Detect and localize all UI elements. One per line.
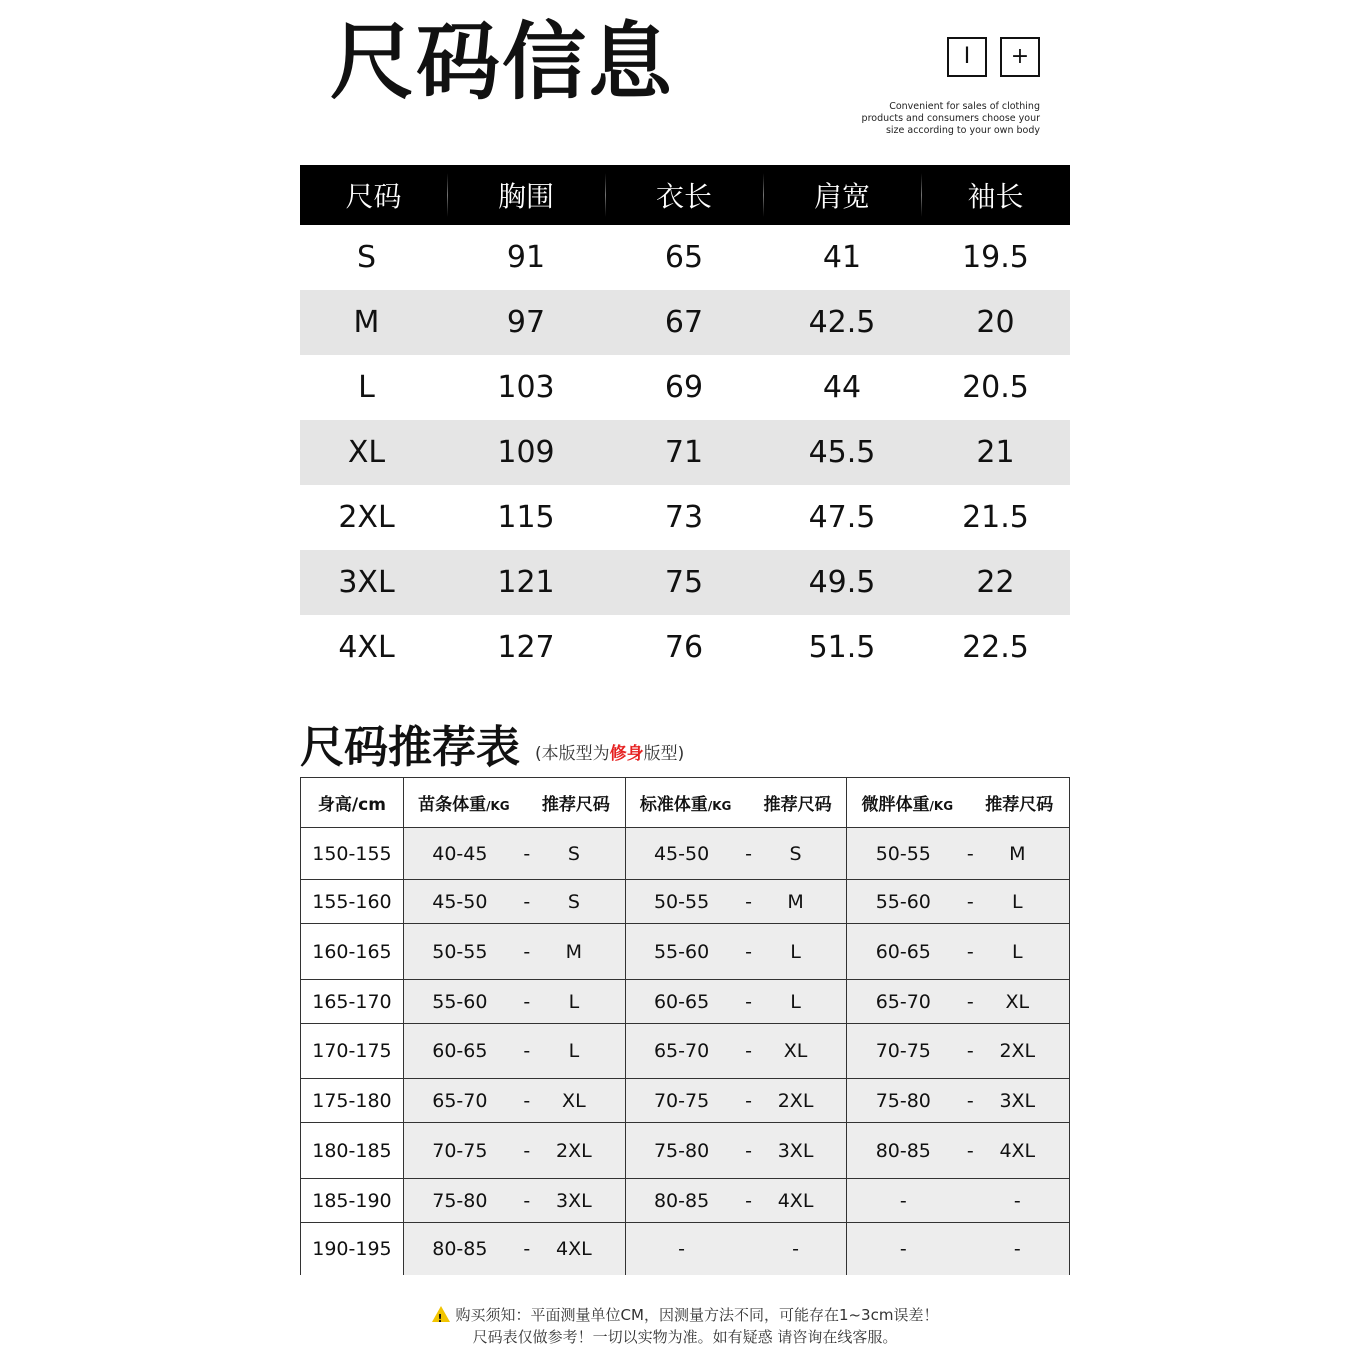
chubby-group-cell	[847, 1123, 1069, 1178]
cell-text: 75	[664, 565, 704, 600]
cell-text: 67	[664, 305, 704, 340]
table-cell	[605, 485, 763, 550]
table-cell	[447, 550, 605, 615]
dash-value: -	[523, 1238, 531, 1260]
size-table-header	[300, 165, 1070, 225]
tagline-line: products and consumers choose your	[861, 113, 1040, 124]
cell-text: 103	[497, 370, 555, 405]
recommend-title: 尺码推荐表	[300, 722, 520, 773]
height-cell: 150-155	[301, 828, 404, 879]
slim-group-cell	[404, 924, 626, 979]
tagline-line: Convenient for sales of clothing	[889, 101, 1040, 112]
unit-label: /KG	[929, 799, 954, 813]
table-cell	[300, 615, 447, 680]
weight-value: 80-85	[653, 1189, 710, 1212]
height-cell: 185-190	[301, 1179, 404, 1222]
size-value: S	[567, 842, 580, 865]
chubby-group-cell	[847, 924, 1069, 979]
weight-value: 45-50	[653, 842, 710, 865]
weight-value: 55-60	[875, 890, 931, 913]
weight-value: 50-55	[432, 940, 488, 963]
slim-group-header	[404, 778, 626, 827]
cell-text: 97	[506, 305, 546, 340]
table-cell	[921, 615, 1070, 680]
chubby-weight-label: 微胖体重	[861, 795, 930, 815]
cell-text: 21.5	[962, 500, 1029, 535]
slim-group-cell	[404, 1179, 626, 1222]
page-title: 尺码信息	[330, 13, 675, 111]
cell-text: 2XL	[338, 500, 395, 535]
cell-text: S	[356, 240, 377, 275]
dash-value: -	[966, 1040, 974, 1062]
table-cell	[763, 355, 921, 420]
slim-group-cell	[404, 1123, 626, 1178]
cell-text: 20	[976, 305, 1015, 340]
size-value: -	[1013, 1238, 1021, 1260]
cell-text: 19.5	[962, 240, 1029, 275]
table-cell	[763, 420, 921, 485]
weight-value: 80-85	[875, 1139, 931, 1162]
size-value: 2XL	[556, 1139, 592, 1162]
size-value: -	[1013, 1189, 1021, 1212]
slim-group-cell	[404, 1223, 626, 1275]
chubby-group-header	[847, 778, 1069, 827]
size-header: 推荐尺码	[541, 795, 610, 815]
size-value: 3XL	[556, 1189, 592, 1212]
table-row	[300, 420, 1070, 485]
dash-value: -	[966, 890, 974, 913]
cell-text: 41	[822, 240, 862, 275]
table-cell	[300, 290, 447, 355]
cell-text: M	[353, 305, 380, 340]
table-cell	[921, 485, 1070, 550]
dash-value: -	[745, 1139, 752, 1162]
size-table	[300, 165, 1070, 680]
cell-text: 76	[664, 630, 704, 665]
recommend-table-body	[301, 827, 1069, 1275]
cell-text: 44	[822, 370, 862, 405]
standard-weight-label: 标准体重	[639, 795, 708, 815]
table-cell	[763, 225, 921, 290]
cell-text: 121	[497, 565, 555, 600]
table-row	[300, 225, 1070, 290]
column-header: 袖长	[921, 165, 1070, 225]
dash-value: -	[745, 1040, 752, 1062]
weight-value: 75-80	[875, 1089, 931, 1112]
cell-text: 42.5	[808, 305, 876, 340]
size-value: 2XL	[999, 1040, 1036, 1062]
size-value: L	[1012, 940, 1023, 963]
table-cell	[447, 485, 605, 550]
standard-group-cell	[626, 1223, 848, 1275]
chubby-group-cell	[847, 1179, 1069, 1222]
weight-value: 70-75	[875, 1040, 931, 1062]
tagline-line: size according to your own body	[885, 125, 1040, 136]
cell-text: 91	[506, 240, 546, 275]
height-cell: 180-185	[301, 1123, 404, 1178]
height-cell: 175-180	[301, 1079, 404, 1122]
weight-value: 65-70	[875, 990, 931, 1013]
table-cell	[605, 615, 763, 680]
size-value: M	[565, 940, 583, 963]
dash-value: -	[523, 940, 531, 963]
table-row	[301, 827, 1069, 879]
table-cell	[763, 550, 921, 615]
size-value: M	[787, 890, 804, 913]
size-value: S	[567, 890, 580, 913]
table-cell	[447, 420, 605, 485]
dash-value: -	[745, 842, 752, 865]
dash-value: -	[523, 1040, 531, 1062]
column-header: 衣长	[605, 165, 763, 225]
column-header: 肩宽	[763, 165, 921, 225]
table-cell	[921, 550, 1070, 615]
table-cell	[921, 225, 1070, 290]
chubby-group-cell	[847, 1024, 1069, 1078]
dash-value: -	[523, 1089, 531, 1112]
recommend-table	[300, 777, 1070, 1275]
size-header: 推荐尺码	[985, 795, 1054, 815]
height-cell: 170-175	[301, 1024, 404, 1078]
height-header: 身高/cm	[301, 778, 404, 827]
dash-value: -	[966, 990, 974, 1013]
size-value: 3XL	[999, 1089, 1036, 1112]
cell-text: 3XL	[338, 565, 395, 600]
table-row	[301, 1078, 1069, 1122]
height-cell: 190-195	[301, 1223, 404, 1275]
weight-header	[404, 790, 524, 815]
size-value: S	[789, 842, 802, 865]
table-cell	[921, 355, 1070, 420]
size-value: L	[568, 990, 580, 1013]
size-value: L	[790, 940, 801, 963]
table-row	[300, 355, 1070, 420]
table-cell	[300, 225, 447, 290]
table-cell	[605, 290, 763, 355]
table-cell	[921, 290, 1070, 355]
table-row	[301, 1222, 1069, 1275]
slim-group-cell	[404, 1079, 626, 1122]
size-value: -	[792, 1238, 799, 1260]
cell-text: 69	[664, 370, 704, 405]
dash-value: -	[966, 842, 974, 865]
dash-value: -	[745, 1189, 752, 1212]
table-cell	[605, 225, 763, 290]
weight-value: 60-65	[432, 1040, 488, 1062]
table-cell	[300, 355, 447, 420]
table-row	[301, 1178, 1069, 1222]
table-cell	[763, 290, 921, 355]
slim-group-cell	[404, 828, 626, 879]
table-row	[301, 1023, 1069, 1078]
standard-group-cell	[626, 1179, 848, 1222]
weight-value: -	[899, 1238, 907, 1260]
weight-value: 70-75	[432, 1139, 488, 1162]
weight-value: 50-55	[653, 890, 710, 913]
table-cell	[763, 615, 921, 680]
slim-group-cell	[404, 980, 626, 1023]
notice-line	[0, 1304, 1370, 1326]
weight-header	[626, 790, 746, 815]
cell-text: 45.5	[808, 435, 876, 470]
dash-value: -	[966, 1089, 974, 1112]
unit-label: /KG	[486, 799, 510, 813]
cell-text: 65	[664, 240, 704, 275]
cell-text: 109	[497, 435, 555, 470]
dash-value: -	[523, 842, 531, 865]
dash-value: -	[523, 990, 531, 1013]
size-value: 3XL	[777, 1139, 814, 1162]
column-header: 尺码	[345, 180, 402, 213]
standard-group-header	[626, 778, 848, 827]
chubby-group-cell	[847, 980, 1069, 1023]
size-value: 4XL	[777, 1189, 814, 1212]
column-header: 胸围	[447, 165, 605, 225]
standard-group-cell	[626, 1123, 848, 1178]
table-cell	[605, 420, 763, 485]
table-row	[301, 1122, 1069, 1178]
size-value: L	[790, 990, 801, 1013]
notice-line: 尺码表仅做参考！一切以实物为准。如有疑惑 请咨询在线客服。	[472, 1328, 898, 1346]
cell-text: 4XL	[338, 630, 395, 665]
table-row	[301, 979, 1069, 1023]
cell-text: 51.5	[808, 630, 876, 665]
weight-header	[847, 790, 967, 815]
size-value: 4XL	[999, 1139, 1036, 1162]
size-value: 2XL	[777, 1089, 814, 1112]
table-row	[300, 485, 1070, 550]
cell-text: 49.5	[808, 565, 876, 600]
size-value: L	[568, 1040, 580, 1062]
size-value: XL	[562, 1089, 586, 1112]
recommend-note	[535, 742, 684, 766]
chubby-group-cell	[847, 1079, 1069, 1122]
cell-text: XL	[347, 435, 386, 470]
table-cell	[447, 355, 605, 420]
weight-value: -	[678, 1238, 685, 1260]
size-table-body	[300, 225, 1070, 680]
notice-text: 购买须知：平面测量单位CM，因测量方法不同，可能存在1~3cm误差！	[455, 1306, 939, 1324]
chubby-group-cell	[847, 1223, 1069, 1275]
note-highlight: 修身	[609, 744, 644, 764]
cell-text: 115	[497, 500, 555, 535]
cell-text: 127	[497, 630, 555, 665]
weight-value: 60-65	[653, 990, 710, 1013]
table-row	[301, 923, 1069, 979]
table-cell	[447, 615, 605, 680]
table-cell	[921, 420, 1070, 485]
weight-value: 70-75	[653, 1089, 710, 1112]
dash-value: -	[966, 940, 974, 963]
table-cell	[763, 485, 921, 550]
height-cell: 155-160	[301, 880, 404, 923]
weight-value: 60-65	[875, 940, 931, 963]
slim-weight-label: 苗条体重	[418, 795, 487, 815]
purchase-notice	[0, 1304, 1370, 1348]
weight-value: -	[899, 1189, 907, 1212]
recommend-table-header	[301, 778, 1069, 827]
dash-value: -	[523, 1189, 531, 1212]
size-value: XL	[783, 1040, 808, 1062]
standard-group-cell	[626, 828, 848, 879]
cell-text: 22.5	[962, 630, 1029, 665]
cell-text: 73	[664, 500, 704, 535]
tagline	[780, 101, 1040, 137]
note-suffix: 版型)	[643, 744, 685, 764]
weight-value: 75-80	[432, 1189, 488, 1212]
dash-value: -	[523, 890, 531, 913]
weight-value: 65-70	[653, 1040, 710, 1062]
table-cell	[447, 290, 605, 355]
dash-value: -	[523, 1139, 531, 1162]
standard-group-cell	[626, 1024, 848, 1078]
table-cell	[300, 420, 447, 485]
weight-value: 45-50	[432, 890, 488, 913]
size-value: XL	[1005, 990, 1030, 1013]
table-row	[300, 290, 1070, 355]
cell-text: 71	[664, 435, 704, 470]
warning-icon	[432, 1306, 450, 1322]
bar-icon: I	[947, 37, 987, 77]
slim-group-cell	[404, 1024, 626, 1078]
table-cell	[300, 485, 447, 550]
dash-value: -	[745, 990, 752, 1013]
weight-value: 80-85	[432, 1238, 488, 1260]
table-cell	[605, 550, 763, 615]
dash-value: -	[745, 890, 752, 913]
weight-value: 75-80	[653, 1139, 710, 1162]
standard-group-cell	[626, 1079, 848, 1122]
weight-value: 50-55	[875, 842, 931, 865]
table-row	[300, 615, 1070, 680]
table-cell	[447, 225, 605, 290]
cell-text: 22	[976, 565, 1015, 600]
weight-value: 65-70	[432, 1089, 488, 1112]
height-cell: 160-165	[301, 924, 404, 979]
dash-value: -	[745, 940, 752, 963]
table-cell	[605, 355, 763, 420]
weight-value: 40-45	[432, 842, 488, 865]
size-header: 推荐尺码	[763, 795, 832, 815]
size-value: M	[1009, 842, 1026, 865]
table-cell	[300, 550, 447, 615]
cell-text: L	[358, 370, 375, 405]
table-row	[301, 879, 1069, 923]
cell-text: 21	[976, 435, 1015, 470]
cell-text: 20.5	[962, 370, 1029, 405]
unit-label: /KG	[707, 799, 732, 813]
size-value: 4XL	[556, 1238, 592, 1260]
cell-text: 47.5	[808, 500, 876, 535]
dash-value: -	[745, 1089, 752, 1112]
standard-group-cell	[626, 924, 848, 979]
weight-value: 55-60	[432, 990, 488, 1013]
height-cell: 165-170	[301, 980, 404, 1023]
note-prefix: (本版型为	[535, 744, 610, 764]
dash-value: -	[966, 1139, 974, 1162]
table-row	[300, 550, 1070, 615]
size-value: L	[1012, 890, 1023, 913]
standard-group-cell	[626, 880, 848, 923]
chubby-group-cell	[847, 880, 1069, 923]
chubby-group-cell	[847, 828, 1069, 879]
standard-group-cell	[626, 980, 848, 1023]
plus-icon: +	[1000, 37, 1040, 77]
weight-value: 55-60	[653, 940, 710, 963]
slim-group-cell	[404, 880, 626, 923]
